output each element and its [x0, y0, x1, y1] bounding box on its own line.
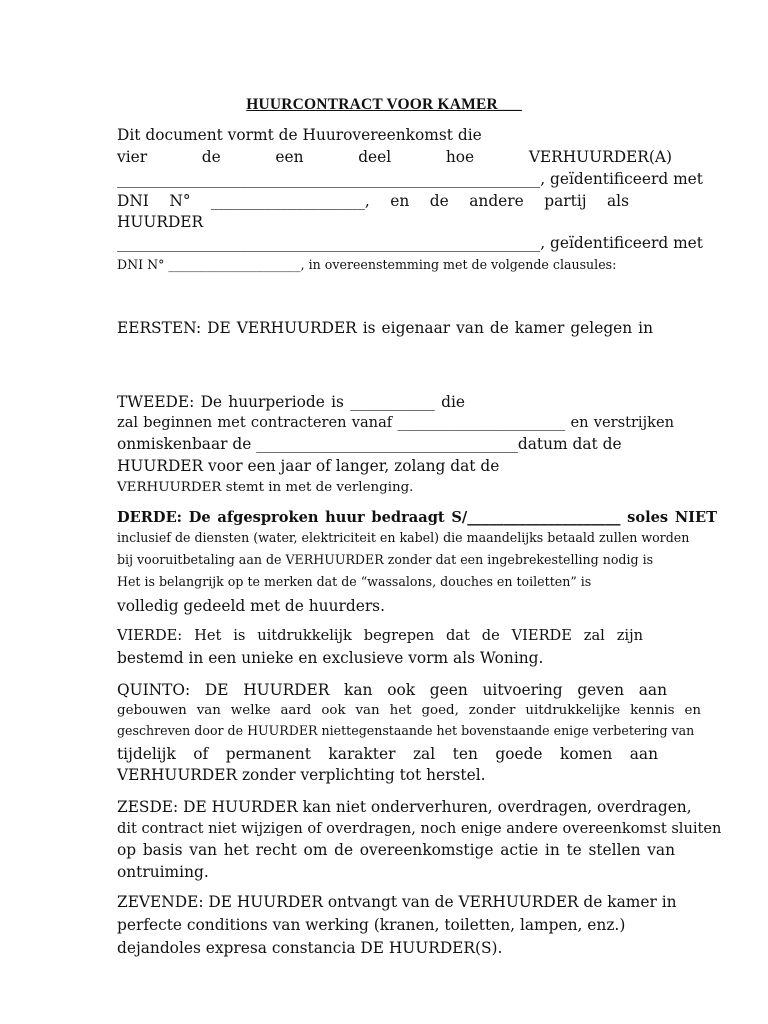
clause-quinto-line: VERHUURDER zonder verplichting tot herstel.: [117, 766, 486, 784]
clause-zesde-line: ontruiming.: [117, 863, 209, 881]
clause-quinto-line: tijdelijk of permanent karakter zal ten goede komen aan: [117, 745, 658, 763]
clause-vierde-line: VIERDE: Het is uitdrukkelijk begrepen dat de VIERDE zal zijn: [117, 627, 643, 644]
clause-tweede-line: onmiskenbaar de __________________________________datum dat de: [117, 435, 622, 453]
intro-line: _______________________________________________________, geïdentificeerd met: [117, 170, 703, 188]
clause-tweede-line: zal beginnen met contracteren vanaf _______________________ en verstrijken: [117, 414, 674, 431]
clause-tweede-line: TWEEDE: De huurperiode is ___________ die: [117, 393, 465, 411]
clause-quinto-line: QUINTO: DE HUURDER kan ook geen uitvoering geven aan: [117, 681, 667, 699]
intro-line: Dit document vormt de Huurovereenkomst die: [117, 126, 482, 144]
clause-derde-line: Het is belangrijk op te merken dat de “wassalons, douches en toiletten” is: [117, 574, 592, 589]
intro-line: HUURDER: [117, 213, 204, 231]
clause-zevende-line: perfecte conditions van werking (kranen, toiletten, lampen, enz.): [117, 916, 626, 934]
intro-line: DNI N° ____________________, en de andere partij als: [117, 192, 629, 210]
clause-vierde-line: bestemd in een unieke en exclusieve vorm als Woning.: [117, 649, 544, 667]
clause-zevende-line: dejandoles expresa constancia DE HUURDER(S).: [117, 939, 503, 957]
intro-line: _______________________________________________________, geïdentificeerd met: [117, 234, 703, 252]
clause-derde-line: bij vooruitbetaling aan de VERHUURDER zonder dat een ingebrekestelling nodig is: [117, 552, 654, 567]
intro-line: DNI N° _____________________, in overeenstemming met de volgende clausules:: [117, 257, 617, 272]
clause-quinto-line: gebouwen van welke aard ook van het goed, zonder uitdrukkelijke kennis en: [117, 703, 701, 718]
clause-tweede-line: HUURDER voor een jaar of langer, zolang dat de: [117, 457, 500, 475]
clause-zesde-line: op basis van het recht om de overeenkomstige actie in te stellen van: [117, 841, 675, 859]
clause-quinto-line: geschreven door de HUURDER niettegenstaande het bovenstaande enige verbetering van: [117, 723, 695, 738]
clause-derde-line: DERDE: De afgesproken huur bedraagt S/_____________________ soles NIET: [117, 509, 717, 526]
clause-eersten: EERSTEN: DE VERHUURDER is eigenaar van de kamer gelegen in: [117, 319, 653, 337]
clause-zesde-line: ZESDE: DE HUURDER kan niet onderverhuren, overdragen, overdragen,: [117, 798, 692, 816]
clause-zevende-line: ZEVENDE: DE HUURDER ontvangt van de VERHUURDER de kamer in: [117, 893, 677, 911]
intro-line: vier de een deel hoe VERHUURDER(A): [117, 148, 672, 166]
clause-tweede-line: VERHUURDER stemt in met de verlenging.: [117, 480, 414, 495]
clause-zesde-line: dit contract niet wijzigen of overdragen, noch enige andere overeenkomst sluiten: [117, 820, 722, 837]
clause-derde-line: inclusief de diensten (water, elektriciteit en kabel) die maandelijks betaald zullen worden: [117, 530, 690, 545]
clause-derde-line: volledig gedeeld met de huurders.: [117, 597, 385, 615]
document-title: HUURCONTRACT VOOR KAMER___: [246, 96, 522, 113]
